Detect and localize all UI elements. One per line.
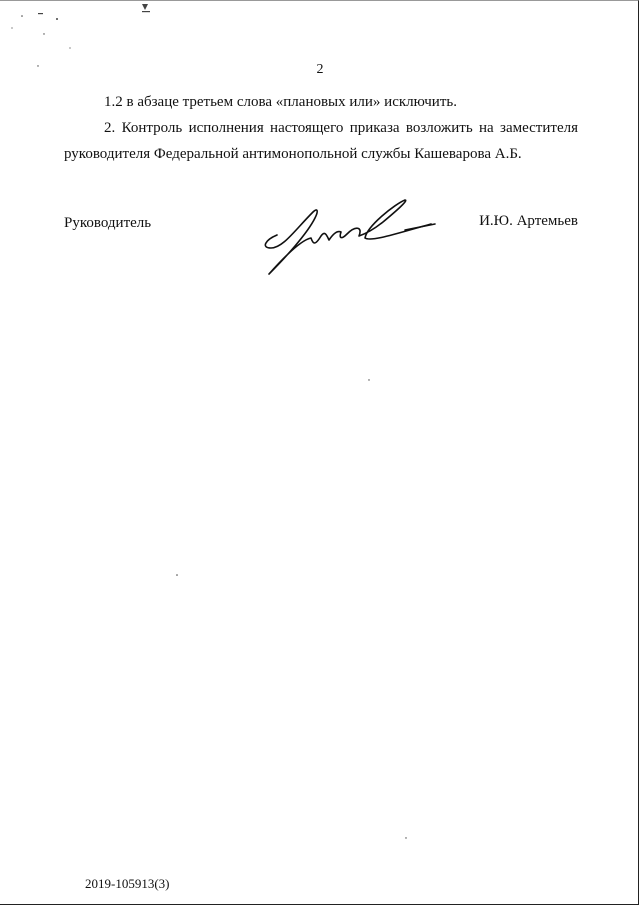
signer-name: И.Ю. Артемьев [479,213,578,229]
signer-title: Руководитель [64,215,152,231]
page-number: 2 [316,62,324,77]
handwritten-signature [255,190,445,285]
paragraph-1: 1.2 в абзаце третьем слова «плановых или» исключить. [104,94,457,110]
document-id: 2019-105913(3) [85,876,170,891]
paragraph-2: 2. Контроль исполнения настоящего приказа возложить на заместителя руководителя Федеральной антимонопольной службы Кашеварова А.Б. [64,120,578,162]
